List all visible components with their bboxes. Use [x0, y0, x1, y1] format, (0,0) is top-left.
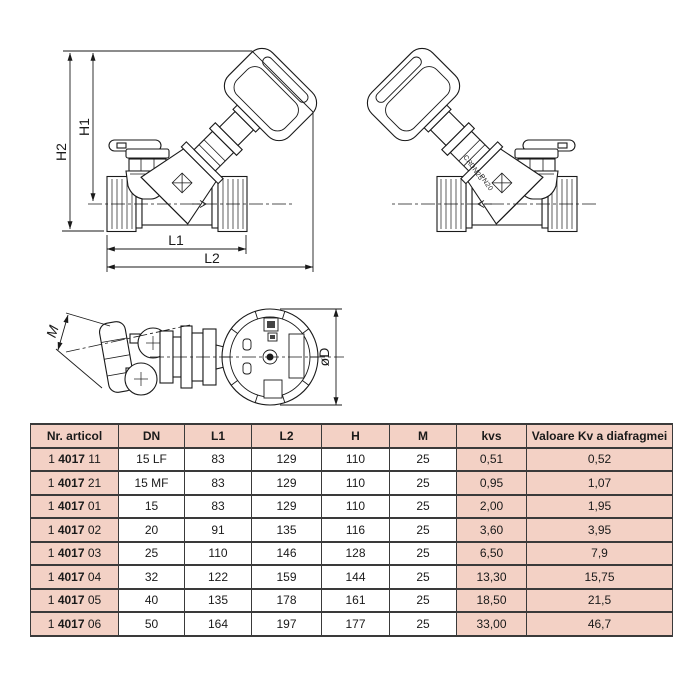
table-row [31, 471, 673, 495]
dim-label-m: M [42, 323, 62, 340]
cell-kv-diafragma: 1,95 [527, 495, 673, 519]
cell-kv-diafragma: 1,07 [527, 471, 673, 495]
cell-kvs: 6,50 [457, 542, 527, 566]
cell-l1: 83 [185, 471, 252, 495]
cell-article-number [31, 518, 119, 542]
dim-label-l2: L2 [204, 250, 220, 266]
col-header-article: Nr. articol [31, 424, 119, 448]
cell-article-number [31, 542, 119, 566]
cell-dn: 15 LF [119, 448, 185, 472]
article-suffix: 04 [87, 569, 102, 584]
article-prefix: 1 [47, 593, 55, 608]
col-header-h: H [322, 424, 390, 448]
table-row [31, 589, 673, 613]
dim-label-d: øD [316, 347, 332, 367]
cell-article-number [31, 612, 119, 636]
cell-kvs: 18,50 [457, 589, 527, 613]
body-marking-cr: CR [461, 154, 474, 167]
cell-l2: 146 [252, 542, 322, 566]
cell-m: 25 [390, 589, 457, 613]
article-prefix: 1 [48, 452, 55, 467]
cell-dn: 20 [119, 518, 185, 542]
cell-m: 25 [390, 542, 457, 566]
cell-h: 177 [322, 612, 390, 636]
article-mid: 4017 [57, 569, 85, 584]
cell-h: 110 [322, 448, 390, 472]
cell-kvs: 0,51 [457, 448, 527, 472]
cell-kv-diafragma: 3,95 [527, 518, 673, 542]
cell-l1: 122 [185, 565, 252, 589]
cell-l1: 110 [185, 542, 252, 566]
cell-article-number [31, 565, 119, 589]
cell-kv-diafragma: 15,75 [527, 565, 673, 589]
spec-table [30, 423, 673, 637]
article-suffix: 01 [87, 499, 102, 514]
article-prefix: 1 [47, 499, 55, 514]
article-suffix: 21 [87, 475, 102, 490]
col-header-kvs: kvs [457, 424, 527, 448]
cell-h: 161 [322, 589, 390, 613]
cell-kv-diafragma: 0,52 [527, 448, 673, 472]
article-mid: 4017 [57, 499, 85, 514]
col-header-m: M [390, 424, 457, 448]
cell-l2: 129 [252, 448, 322, 472]
cell-dn: 40 [119, 589, 185, 613]
spec-table-body [31, 448, 673, 636]
cell-m: 25 [390, 518, 457, 542]
article-prefix: 1 [47, 522, 55, 537]
valve-front-view-right [361, 42, 596, 231]
cell-l1: 83 [185, 448, 252, 472]
cell-dn: 50 [119, 612, 185, 636]
valve-top-view [43, 309, 344, 405]
article-suffix: 06 [87, 616, 102, 631]
cell-h: 144 [322, 565, 390, 589]
cell-m: 25 [390, 495, 457, 519]
cell-dn: 15 MF [119, 471, 185, 495]
valve-front-view-left [53, 42, 323, 272]
body-marking-dn: DN25 [467, 162, 485, 182]
article-prefix: 1 [47, 475, 55, 490]
col-header-l1: L1 [185, 424, 252, 448]
cell-dn: 25 [119, 542, 185, 566]
cell-dn: 15 [119, 495, 185, 519]
cell-l1: 164 [185, 612, 252, 636]
article-prefix: 1 [47, 616, 55, 631]
cell-m: 25 [390, 612, 457, 636]
table-row [31, 565, 673, 589]
article-suffix: 11 [88, 452, 101, 467]
dim-label-h1: H1 [76, 118, 92, 136]
cell-l1: 91 [185, 518, 252, 542]
cell-l1: 83 [185, 495, 252, 519]
cell-kv-diafragma: 46,7 [527, 612, 673, 636]
cell-l2: 129 [252, 495, 322, 519]
table-row [31, 495, 673, 519]
cell-kv-diafragma: 21,5 [527, 589, 673, 613]
cell-article-number [31, 471, 119, 495]
spec-table-wrap [30, 423, 672, 637]
cell-article-number [31, 495, 119, 519]
article-mid: 4017 [57, 475, 85, 490]
article-mid: 4017 [58, 452, 85, 467]
spec-table-header-row [31, 424, 673, 448]
cell-h: 116 [322, 518, 390, 542]
cell-kvs: 0,95 [457, 471, 527, 495]
article-prefix: 1 [47, 569, 55, 584]
cell-article-number [31, 589, 119, 613]
article-suffix: 02 [87, 522, 102, 537]
article-mid: 4017 [57, 593, 85, 608]
cell-article-number [31, 448, 119, 472]
article-prefix: 1 [47, 546, 55, 561]
table-row [31, 518, 673, 542]
cell-m: 25 [390, 471, 457, 495]
cell-kv-diafragma: 7,9 [527, 542, 673, 566]
cell-m: 25 [390, 565, 457, 589]
dim-label-l1: L1 [168, 232, 184, 248]
cell-l2: 197 [252, 612, 322, 636]
cell-kvs: 3,60 [457, 518, 527, 542]
cell-h: 110 [322, 471, 390, 495]
col-header-l2: L2 [252, 424, 322, 448]
cell-m: 25 [390, 448, 457, 472]
body-marking-pn: PN20 [477, 173, 494, 193]
article-mid: 4017 [57, 546, 85, 561]
col-header-kv-diafragma: Valoare Kv a diafragmei [527, 424, 673, 448]
cell-l2: 135 [252, 518, 322, 542]
cell-l2: 178 [252, 589, 322, 613]
cell-dn: 32 [119, 565, 185, 589]
table-row [31, 448, 673, 472]
cell-kvs: 33,00 [457, 612, 527, 636]
cell-l1: 135 [185, 589, 252, 613]
article-mid: 4017 [57, 522, 85, 537]
dim-label-h2: H2 [53, 143, 69, 161]
table-row [31, 542, 673, 566]
table-row [31, 612, 673, 636]
cell-l2: 129 [252, 471, 322, 495]
article-suffix: 05 [87, 593, 102, 608]
cell-l2: 159 [252, 565, 322, 589]
cell-kvs: 2,00 [457, 495, 527, 519]
cell-h: 128 [322, 542, 390, 566]
col-header-dn: DN [119, 424, 185, 448]
cell-h: 110 [322, 495, 390, 519]
cell-kvs: 13,30 [457, 565, 527, 589]
article-mid: 4017 [57, 616, 85, 631]
article-suffix: 03 [87, 546, 102, 561]
